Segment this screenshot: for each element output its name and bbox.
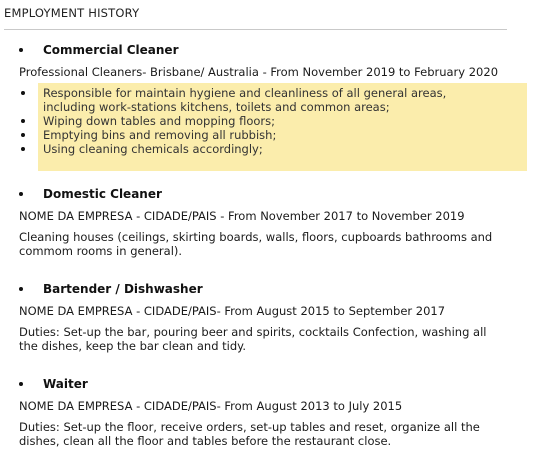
job-description: Cleaning houses (ceilings, skirting boards, walls, floors, cupboards bathrooms and commom rooms in general). [19,230,493,258]
section-title: EMPLOYMENT HISTORY [4,6,140,20]
duty-item [0,114,493,128]
job-description: Duties: Set-up the floor, receive orders, set-up tables and reset, organize all the dishes, clean all the floor and tables before the restaurant close. [19,420,480,448]
job-description: Duties: Set-up the bar, pouring beer and spirits, cocktails Confection, washing all the dishes, keep the bar clean and tidy. [19,325,487,353]
job-company-dates: Professional Cleaners- Brisbane/ Australia - From November 2019 to February 2020 [19,65,499,79]
duty-item [0,128,493,142]
job-entry-domestic-cleaner [0,187,536,258]
duty-text: Emptying bins and removing all rubbish; [43,128,277,142]
job-entry-commercial-cleaner [0,43,536,156]
bullet-icon [19,48,23,52]
bullet-icon [19,382,23,386]
job-entry-bartender [0,282,536,353]
bullet-icon [21,133,25,137]
duty-item [0,86,493,114]
bullet-icon [21,91,25,95]
duty-item [0,142,493,156]
bullet-icon [21,119,25,123]
duty-text: Wiping down tables and mopping floors; [43,114,275,128]
job-company-dates: NOME DA EMPRESA - CIDADE/PAIS - From November 2017 to November 2019 [19,209,465,223]
section-divider [4,29,507,30]
job-entry-waiter [0,377,536,448]
job-company-dates: NOME DA EMPRESA - CIDADE/PAIS- From August 2013 to July 2015 [19,399,403,413]
bullet-icon [21,147,25,151]
job-title: Commercial Cleaner [43,43,179,57]
job-company-dates: NOME DA EMPRESA - CIDADE/PAIS- From August 2015 to September 2017 [19,304,446,318]
duty-text: Using cleaning chemicals accordingly; [43,142,263,156]
bullet-icon [19,192,23,196]
job-title: Waiter [43,377,88,391]
job-title: Bartender / Dishwasher [43,282,203,296]
duty-text: Responsible for maintain hygiene and cleanliness of all general areas, including work-stations kitchens, toilets and common areas; [43,86,447,114]
duty-list [0,86,536,156]
job-title: Domestic Cleaner [43,187,162,201]
bullet-icon [19,287,23,291]
